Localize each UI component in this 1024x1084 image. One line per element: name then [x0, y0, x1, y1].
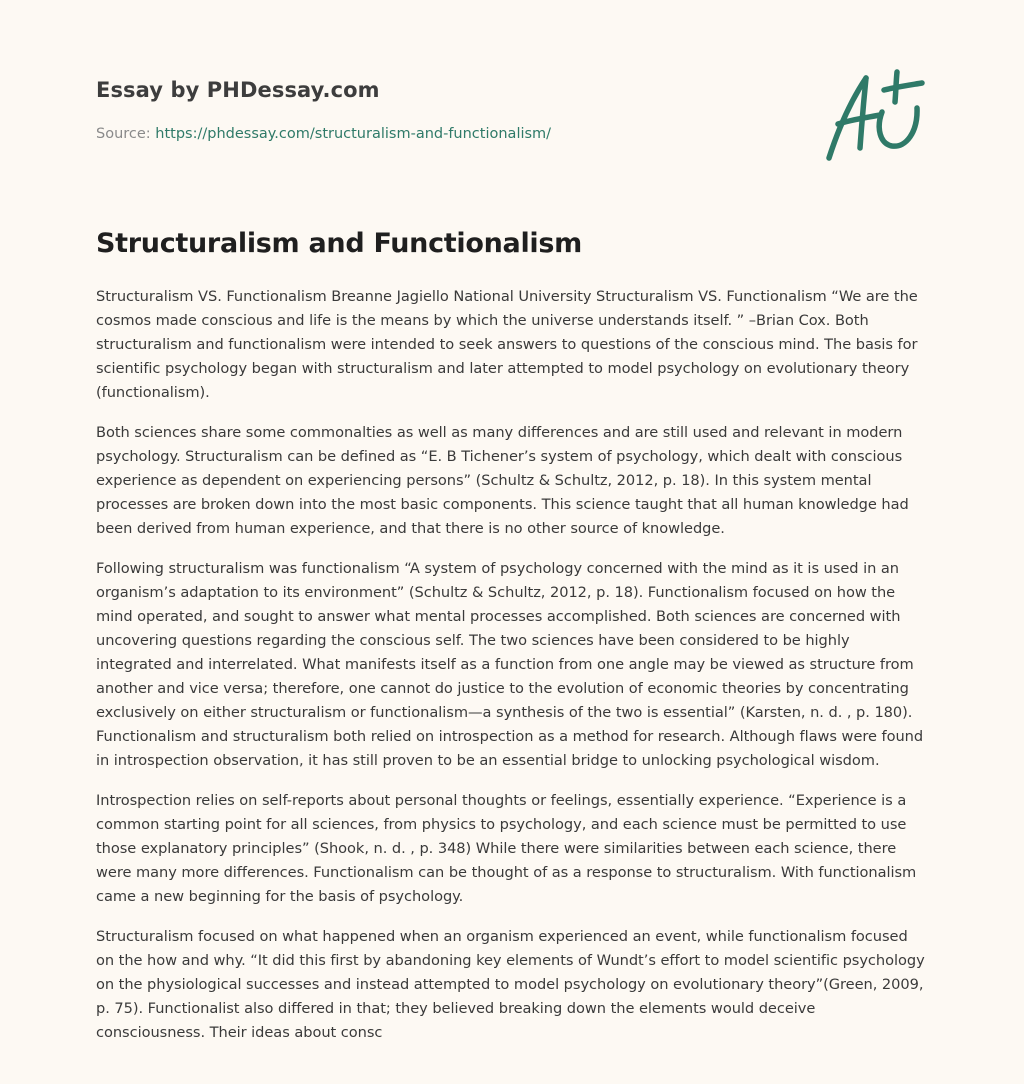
- essay-header: [96, 76, 736, 144]
- essay-paragraph-2: Both sciences share some commonalties as well as many differences and are still used and relevant in modern psychology. Structuralism can be defined as “E. B Tichener’s system of psychology, which dealt with conscious experience as dependent on experiencing persons” (Schultz & Schultz, 2012, p. 18). In this system mental processes are broken down into the most basic components. This science taught that all human knowledge had been derived from human experience, and that there is no other source of knowledge.: [96, 424, 909, 537]
- essay-paragraph-4: Introspection relies on self-reports about personal thoughts or feelings, essentially experience. “Experience is a common starting point for all sciences, from physics to psychology, and each science must be permitted to use those explanatory principles” (Shook, n. d. , p. 348) While there were similarities between each science, there were many more differences. Functionalism can be thought of as a response to structuralism. With functionalism came a new beginning for the basis of psychology.: [96, 792, 917, 905]
- essay-paragraph-3: Following structuralism was functionalism “A system of psychology concerned with the mind as it is used in an organism’s adaptation to its environment” (Schultz & Schultz, 2012, p. 18). Functionalism focused on how the mind operated, and sought to answer what mental processes accomplished. Both sciences are concerned with uncovering questions regarding the conscious self. The two sciences have been considered to be highly integrated and interrelated. What manifests itself as a function from one angle may be viewed as structure from another and vice versa; therefore, one cannot do justice to the evolution of economic theories by concentrating exclusively on either structuralism or functionalism—a synthesis of the two is essential” (Karsten, n. d. , p. 180). Functionalism and structuralism both relied on introspection as a method for research. Although flaws were found in introspection observation, it has still proven to be an essential bridge to unlocking psychological wisdom.: [96, 560, 924, 769]
- source-label: Source:: [96, 126, 156, 142]
- source-line: [96, 124, 736, 144]
- site-brand: Essay by PHDessay.com: [96, 78, 380, 102]
- a-plus-grade-icon: [822, 68, 926, 164]
- essay-paragraph-1: Structuralism VS. Functionalism Breanne Jagiello National University Structuralism VS. Functionalism “We are the cosmos made conscious and life is the means by which the universe understands itself. ” –Brian Cox. Both structuralism and functionalism were intended to seek answers to questions of the conscious mind. The basis for scientific psychology began with structuralism and later attempted to model psychology on evolutionary theory (functionalism).: [96, 288, 918, 401]
- essay-title: Structuralism and Functionalism: [96, 228, 582, 259]
- source-link[interactable]: https://phdessay.com/structuralism-and-functionalism/: [155, 126, 552, 142]
- essay-paragraph-5: Structuralism focused on what happened when an organism experienced an event, while functionalism focused on the how and why. “It did this first by abandoning key elements of Wundt’s effort to model scientific psychology on the physiological successes and instead attempted to model psychology on evolutionary theory”(Green, 2009, p. 75). Functionalist also differed in that; they believed breaking down the elements would deceive consciousness. Their ideas about consc: [96, 928, 925, 1041]
- essay-body: [96, 285, 928, 1061]
